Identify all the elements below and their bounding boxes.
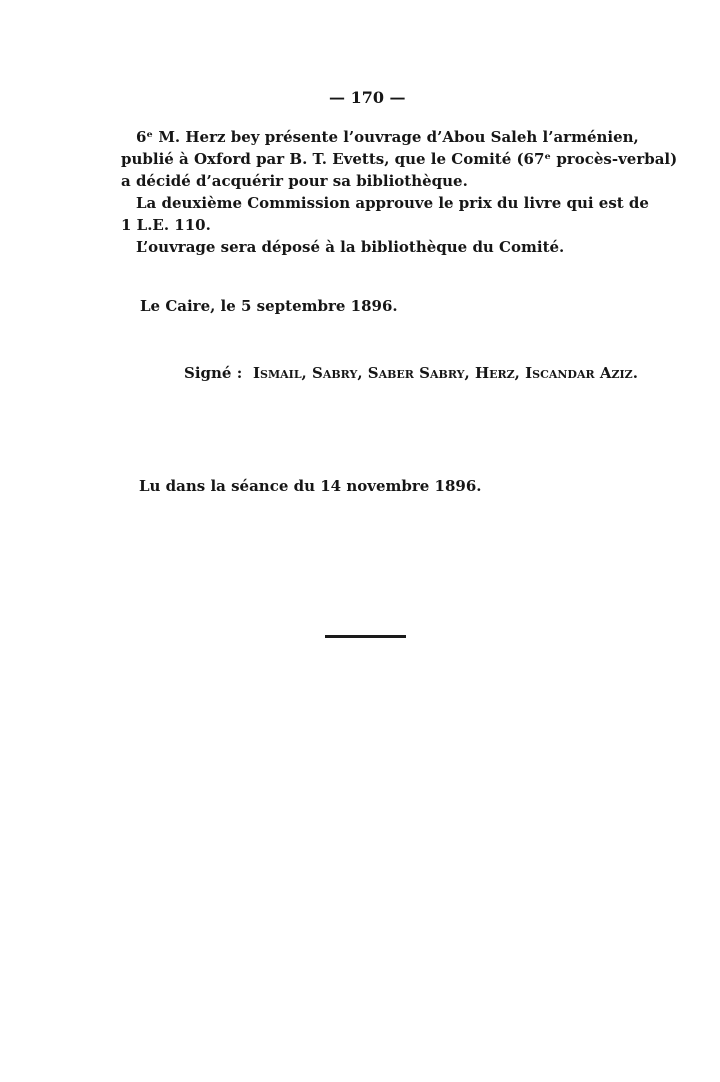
paragraph-2-line-1: La deuxième Commission approuve le prix du livre qui est de: [136, 194, 649, 212]
signature-label: Signé :: [184, 364, 243, 382]
paragraph-2-line-2: 1 L.E. 110.: [121, 216, 211, 234]
paragraph-1-line-1: 6ᵉ M. Herz bey présente l’ouvrage d’Abou Saleh l’arménien,: [136, 128, 639, 146]
paragraph-1-line-2: publié à Oxford par B. T. Evetts, que le Comité (67ᵉ procès-verbal): [121, 150, 678, 168]
page-number: — 170 —: [329, 88, 406, 107]
closing-rule: [325, 635, 406, 638]
paragraph-3: L’ouvrage sera déposé à la bibliothèque du Comité.: [136, 238, 565, 256]
paragraph-1-line-3: a décidé d’acquérir pour sa bibliothèque.: [121, 172, 468, 190]
signature-names: Ismail, Sabry, Saber Sabry, Herz, Iscandar Aziz.: [253, 364, 638, 382]
place-date: Le Caire, le 5 septembre 1896.: [140, 297, 398, 315]
read-note: Lu dans la séance du 14 novembre 1896.: [139, 477, 482, 495]
